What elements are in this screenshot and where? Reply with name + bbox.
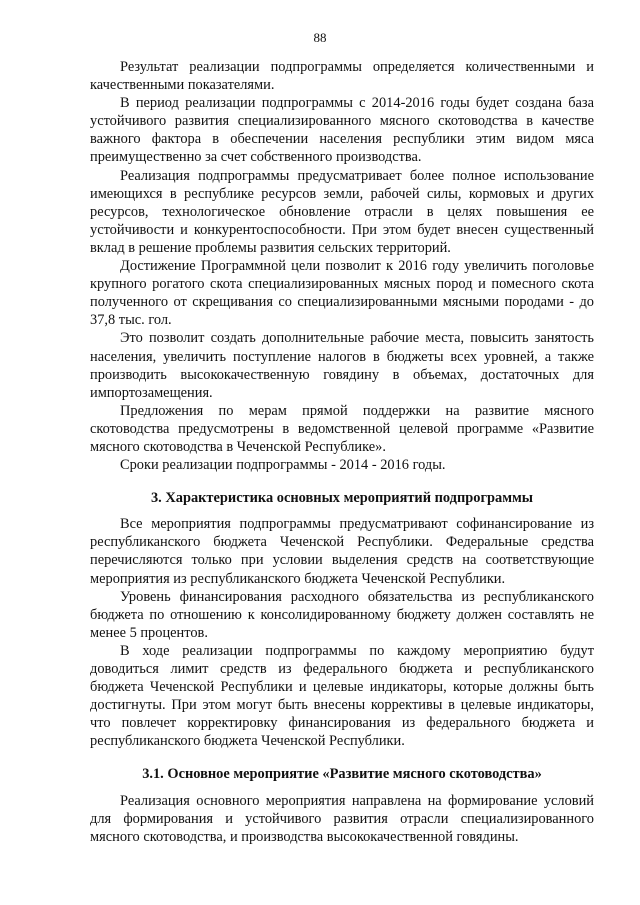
paragraph: В период реализации подпрограммы с 2014-2016 годы будет создана база устойчивого развития специализированного мясного скотоводства в качестве важного фактора в обеспечении населения республики этим видом мяса преимущественно за счет собственного производства. (90, 95, 594, 166)
paragraph: Предложения по мерам прямой поддержки на развитие мясного скотоводства предусмотрены в ведомственной целевой программе «Развитие мясного скотоводства в Чеченской Республике». (90, 402, 594, 455)
paragraph: Результат реализации подпрограммы определяется количественными и качественными показателями. (90, 59, 594, 94)
paragraph: В ходе реализации подпрограммы по каждому мероприятию будут доводиться лимит средств из федерального бюджета и республиканского бюджета Чеченской Республики и целевые индикаторы, которые должны быть достигнуты. При этом могут быть внесены коррективы в целевые индикаторы, что повлечет корректировку финансирования из федерального бюджета и республиканского бюджета Чеченской Республики. (90, 642, 594, 750)
paragraph: Достижение Программной цели позволит к 2016 году увеличить поголовье крупного рогатого скота специализированных мясных пород и помесного скота полученного от скрещивания со специализированными мясными породами - до 37,8 тыс. гол. (90, 258, 594, 329)
paragraph: Уровень финансирования расходного обязательства из республиканского бюджета по отношению к консолидированному бюджету должен составлять не менее 5 процентов. (90, 588, 594, 641)
paragraph: Это позволит создать дополнительные рабочие места, повысить занятость населения, увеличить поступление налогов в бюджеты всех уровней, а также производить высококачественную говядину в объемах, достаточных для импортозамещения. (90, 330, 594, 401)
paragraph: Сроки реализации подпрограммы - 2014 - 2016 годы. (120, 457, 446, 474)
subsection-heading: 3.1. Основное мероприятие «Развитие мясного скотоводства» (142, 766, 542, 783)
page-number: 88 (313, 30, 327, 45)
paragraph: Реализация основного мероприятия направлена на формирование условий для формирования и устойчивого развития отрасли специализированного мясного скотоводства, и производства высококачественной говядины. (90, 792, 594, 845)
section-heading: 3. Характеристика основных мероприятий подпрограммы (150, 490, 534, 507)
paragraph: Все мероприятия подпрограммы предусматривают софинансирование из республиканского бюджета Чеченской Республики. Федеральные средства перечисляются только при условии выделения средств на соответствующие мероприятия из республиканского бюджета Чеченской Республики. (90, 516, 594, 587)
paragraph: Реализация подпрограммы предусматривает более полное использование имеющихся в республике ресурсов земли, рабочей силы, кормовых и других ресурсов, технологическое обновление отрасли в целях повышения ее устойчивости и конкурентоспособности. При этом будет внесен существенный вклад в решение проблемы развития сельских территорий. (90, 167, 594, 256)
page-content (90, 58, 594, 846)
